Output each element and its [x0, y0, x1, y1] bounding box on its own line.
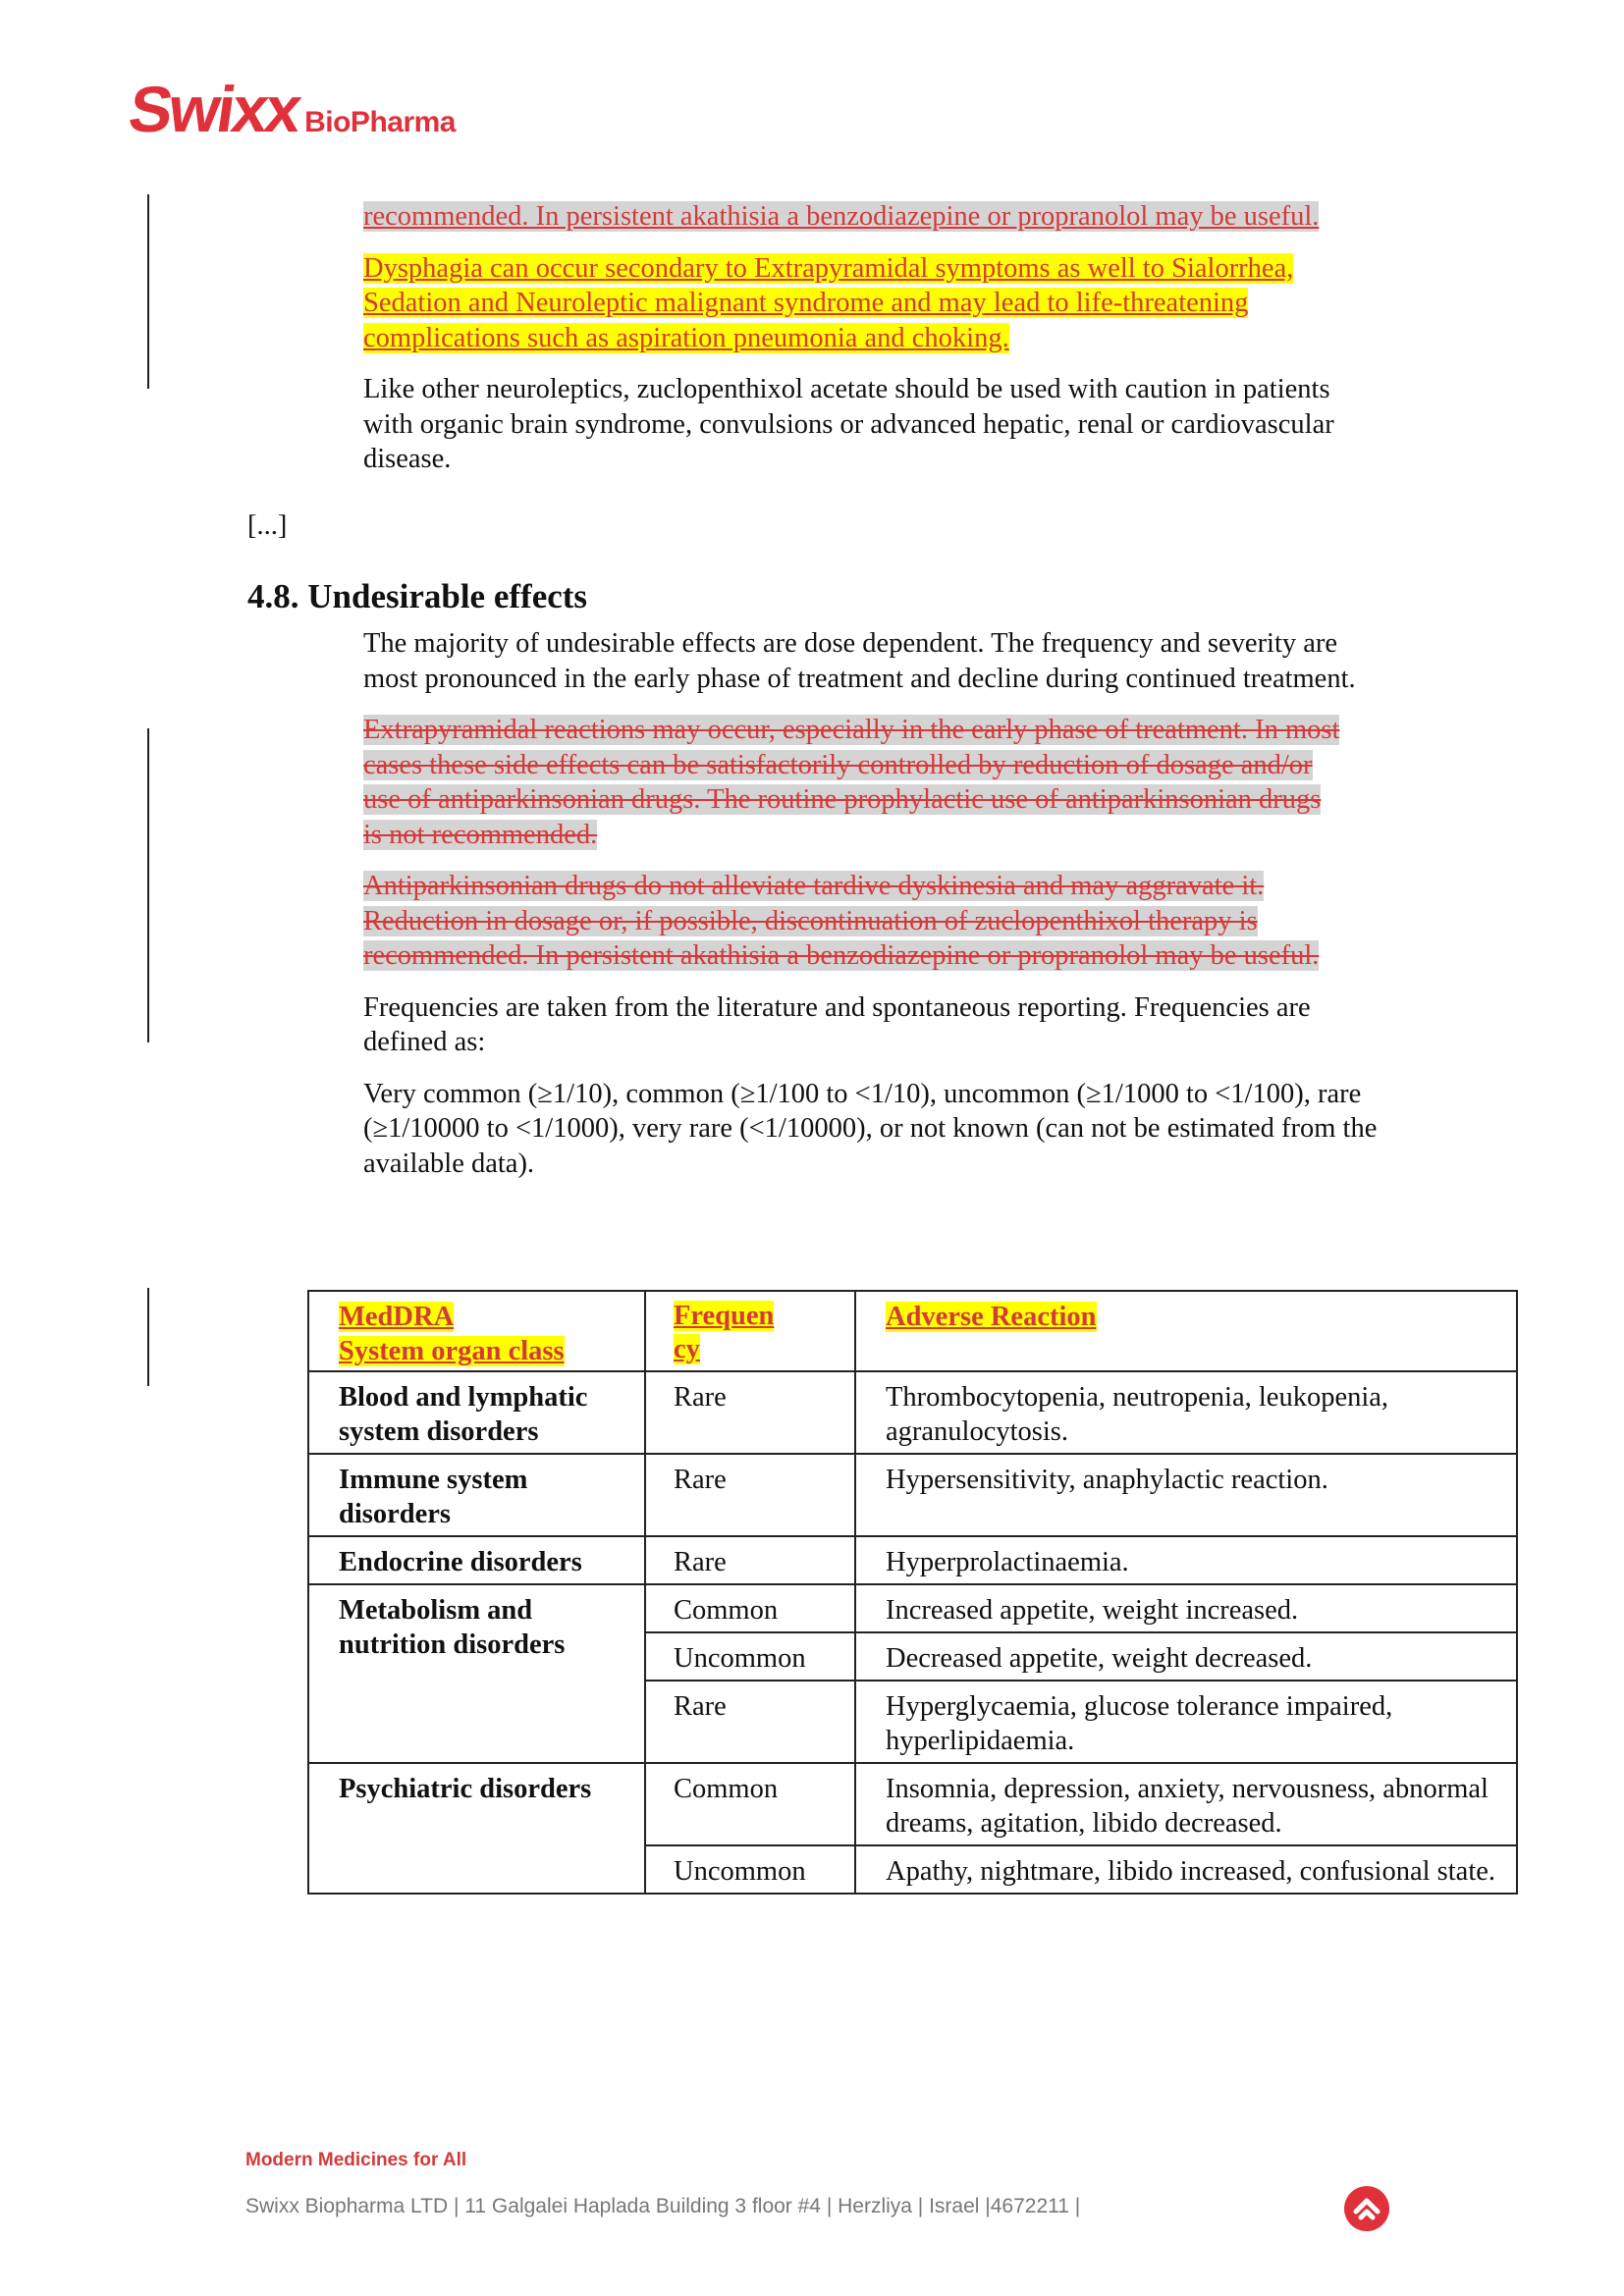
section-heading: 4.8. Undesirable effects — [247, 577, 588, 615]
change-bar — [147, 194, 149, 389]
adverse-reaction-cell: Insomnia, depression, anxiety, nervousness, abnormal dreams, agitation, libido decreased. — [855, 1763, 1517, 1845]
table-header-row — [308, 1291, 1517, 1371]
frequency-cell: Uncommon — [645, 1632, 855, 1681]
paragraph: Frequencies are taken from the literature and spontaneous reporting. Frequencies are defined as: — [363, 991, 1311, 1057]
footer-tagline: Modern Medicines for All — [245, 2150, 467, 2170]
table-row — [308, 1536, 1517, 1584]
frequency-cell: Rare — [645, 1681, 855, 1763]
deleted-text: Antiparkinsonian drugs do not alleviate tardive dyskinesia and may aggravate it. Reduction in dosage or, if possible, discontinuation of zuclopenthixol therapy is recommended. In persistent akathisia a benzodiazepine or propranolol may be useful. — [363, 871, 1320, 971]
adverse-reaction-cell: Increased appetite, weight increased. — [855, 1584, 1517, 1632]
frequency-cell: Uncommon — [645, 1845, 855, 1894]
adverse-reaction-cell: Hyperprolactinaemia. — [855, 1536, 1517, 1584]
adverse-reaction-cell: Apathy, nightmare, libido increased, confusional state. — [855, 1845, 1517, 1894]
change-bar — [147, 1288, 149, 1386]
header-adverse-reaction: Adverse Reaction — [855, 1291, 1517, 1371]
ellipsis: [...] — [247, 510, 288, 541]
header-soc: MedDRA System organ class — [308, 1291, 645, 1371]
soc-cell: Immune system disorders — [308, 1454, 645, 1536]
adverse-reaction-cell: Hyperglycaemia, glucose tolerance impaired, hyperlipidaemia. — [855, 1681, 1517, 1763]
soc-cell: Blood and lymphatic system disorders — [308, 1371, 645, 1454]
frequency-cell: Common — [645, 1763, 855, 1845]
soc-cell: Psychiatric disorders — [308, 1763, 645, 1894]
adverse-reaction-cell: Thrombocytopenia, neutropenia, leukopenia, agranulocytosis. — [855, 1371, 1517, 1454]
footer-address: Swixx Biopharma LTD | 11 Galgalei Haplada Building 3 floor #4 | Herzliya | Israel |4672211 | — [245, 2195, 1081, 2217]
deleted-text: Extrapyramidal reactions may occur, especially in the early phase of treatment. In most cases these side effects can be satisfactorily controlled by reduction of dosage and/or use of antiparkinsonian drugs. The routine prophylactic use of antiparkinsonian drugs is not recommended. — [363, 715, 1340, 850]
paragraph: The majority of undesirable effects are dose dependent. The frequency and severity are most pronounced in the early phase of treatment and decline during continued treatment. — [363, 628, 1356, 694]
brand-arrow-icon — [1343, 2185, 1390, 2232]
soc-cell: Metabolism and nutrition disorders — [308, 1584, 645, 1763]
inserted-highlighted-text: Dysphagia can occur secondary to Extrapyramidal symptoms as well to Sialorrhea, Sedation and Neuroleptic malignant syndrome and may lead to life-threatening complications such as aspiration pneumonia and choking. — [363, 252, 1294, 353]
soc-cell: Endocrine disorders — [308, 1536, 645, 1584]
paragraph: Like other neuroleptics, zuclopenthixol acetate should be used with caution in patients with organic brain syndrome, convulsions or advanced hepatic, renal or cardiovascular disease. — [363, 374, 1334, 474]
top-section — [363, 199, 1335, 477]
adverse-reactions-table — [307, 1290, 1518, 1895]
inserted-text: recommended. In persistent akathisia a benzodiazepine or propranolol may be useful. — [363, 201, 1320, 232]
adverse-reaction-cell: Decreased appetite, weight decreased. — [855, 1632, 1517, 1681]
logo-wordmark: Swixx — [124, 73, 304, 145]
paragraph: Very common (≥1/10), common (≥1/100 to <1/10), uncommon (≥1/1000 to <1/100), rare (≥1/10000 to <1/1000), very rare (<1/10000), or not known (can not be estimated from the available data). — [363, 1078, 1378, 1179]
table-row — [308, 1584, 1517, 1632]
frequency-cell: Common — [645, 1584, 855, 1632]
frequency-cell: Rare — [645, 1371, 855, 1454]
adverse-reaction-cell: Hypersensitivity, anaphylactic reaction. — [855, 1454, 1517, 1536]
frequency-cell: Rare — [645, 1536, 855, 1584]
section-body — [363, 626, 1384, 1181]
table-row — [308, 1763, 1517, 1845]
table-row — [308, 1371, 1517, 1454]
header-frequency: Frequen cy — [645, 1291, 855, 1371]
company-logo — [124, 73, 456, 145]
frequency-cell: Rare — [645, 1454, 855, 1536]
table-row — [308, 1454, 1517, 1536]
change-bar — [147, 728, 149, 1042]
logo-subtitle: BioPharma — [304, 106, 456, 138]
